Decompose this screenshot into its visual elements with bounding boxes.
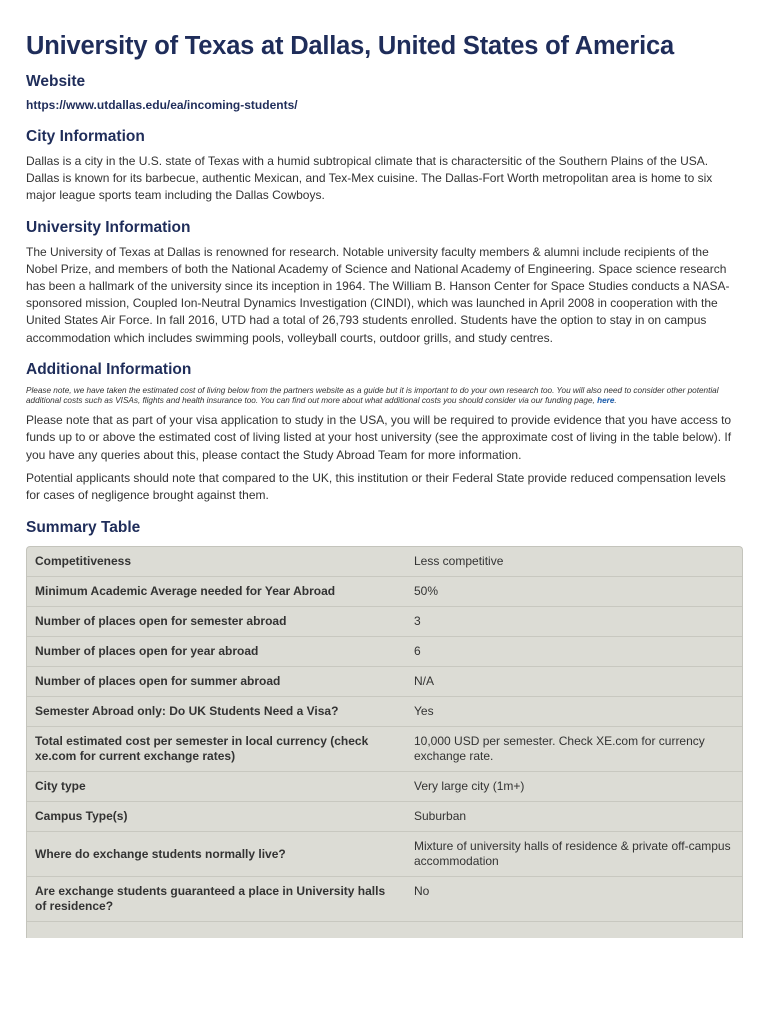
row-label: Number of places open for semester abroad — [27, 607, 400, 637]
row-value: Suburban — [400, 802, 742, 832]
table-row — [27, 607, 742, 637]
row-value: 6 — [400, 637, 742, 667]
negligence-text: Potential applicants should note that compared to the UK, this institution or their Federal State provide reduced compensation levels for cases of negligence brought against them. — [26, 470, 726, 503]
row-label: Where do exchange students normally live? — [27, 832, 400, 877]
row-value: N/A — [400, 667, 742, 697]
table-row — [27, 577, 742, 607]
row-value: Very large city (1m+) — [400, 772, 742, 802]
website-heading: Website — [26, 73, 86, 90]
city-text: Dallas is a city in the U.S. state of Texas with a humid subtropical climate that is charactersitic of the Southern Plains of the USA. Dallas is known for its barbecue, authentic Mexican, and Tex-Mex cuisine. The Dallas-Fort Worth metropolitan area is home to six major league sports team including the Dallas Cowboys. — [26, 154, 713, 203]
row-value: No — [400, 877, 742, 922]
page-title: University of Texas at Dallas, United States of America — [26, 32, 674, 60]
row-label: Total estimated cost per semester in local currency (check xe.com for current exchange rates) — [27, 727, 400, 772]
fine-print-text: Please note, we have taken the estimated cost of living below from the partners website as a guide but it is important to do your own research too. You will also need to consider other potential additional costs such as VISAs, flights and health insurance too. You can find out more about what additional costs you should consider via our funding page, — [26, 385, 719, 406]
row-label: Campus Type(s) — [27, 802, 400, 832]
row-value: Less competitive — [400, 547, 742, 577]
table-row — [27, 802, 742, 832]
fine-print-end: . — [614, 396, 617, 406]
table-row — [27, 727, 742, 772]
table-row — [27, 667, 742, 697]
row-label: City type — [27, 772, 400, 802]
row-value: 50% — [400, 577, 742, 607]
city-heading: City Information — [26, 128, 145, 145]
row-value: Mixture of university halls of residence & private off-campus accommodation — [400, 832, 742, 877]
table-row — [27, 547, 742, 577]
row-label: Are exchange students guaranteed a place in University halls of residence? — [27, 877, 400, 922]
table-row — [27, 832, 742, 877]
table-row — [27, 877, 742, 922]
row-label: Number of places open for summer abroad — [27, 667, 400, 697]
row-value: Yes — [400, 697, 742, 727]
row-value: 10,000 USD per semester. Check XE.com for currency exchange rate. — [400, 727, 742, 772]
row-label: Minimum Academic Average needed for Year Abroad — [27, 577, 400, 607]
row-value: 3 — [400, 607, 742, 637]
table-row — [27, 697, 742, 727]
row-label: Semester Abroad only: Do UK Students Need a Visa? — [27, 697, 400, 727]
summary-table — [26, 546, 743, 938]
row-label: Number of places open for year abroad — [27, 637, 400, 667]
university-text: The University of Texas at Dallas is renowned for research. Notable university faculty members & alumni include recipients of the Nobel Prize, and members of both the National Academy of Science and National Academy of Engineering. Space science research has been a hallmark of the university since its inception in 1964. The William B. Hanson Center for Space Studies conducts a NASA-sponsored mission, Coupled Ion-Neutral Dynamics Investigation (CINDI), which was launched in April 2008 in cooperation with the United States Air Force. In fall 2016, UTD had a total of 26,793 students enrolled. Students have the option to stay in on campus accommodation which includes swimming pools, volleyball courts, outdoor grills, and study centres. — [26, 244, 730, 345]
website-link[interactable]: https://www.utdallas.edu/ea/incoming-students/ — [26, 98, 298, 112]
university-heading: University Information — [26, 218, 191, 236]
funding-page-link[interactable]: here — [597, 396, 615, 406]
summary-heading: Summary Table — [26, 519, 141, 537]
fine-print — [26, 386, 742, 406]
table-row — [27, 772, 742, 802]
row-label: Competitiveness — [27, 547, 400, 577]
visa-text: Please note that as part of your visa application to study in the USA, you will be required to provide evidence that you have access to funds up to or above the estimated cost of living listed at your host university (see the approximate cost of living in the table below). If you have any queries about this, please contact the Study Abroad Team for more information. — [26, 413, 732, 462]
additional-heading: Additional Information — [26, 360, 192, 378]
table-row — [27, 637, 742, 667]
